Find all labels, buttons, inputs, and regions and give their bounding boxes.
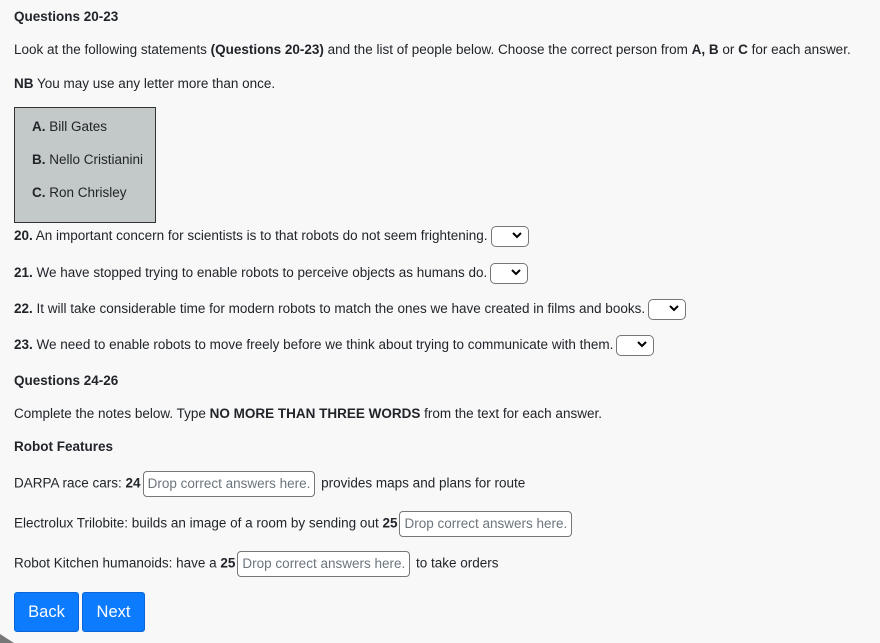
drop-zone-24[interactable]: Drop correct answers here. [143, 471, 316, 497]
answer-select-22[interactable] [648, 299, 686, 320]
person-option: C. Ron Chrisley [32, 185, 127, 200]
answer-select-23[interactable] [616, 335, 654, 356]
nb-note: NB You may use any letter more than once. [14, 76, 276, 91]
question-20: 20. An important concern for scientists is to that robots do not seem frightening. [14, 226, 529, 247]
people-list [14, 107, 156, 223]
note-26: Robot Kitchen humanoids: have a 25 Drop correct answers here. to take orders [14, 551, 499, 577]
note-24: DARPA race cars: 24 Drop correct answers here. provides maps and plans for route [14, 471, 525, 497]
chevron-down-icon [637, 339, 647, 349]
section-title-24-26: Questions 24-26 [14, 373, 119, 388]
chevron-down-icon [669, 303, 679, 313]
person-option: A. Bill Gates [32, 119, 108, 134]
back-button[interactable]: Back [14, 592, 79, 632]
note-25: Electrolux Trilobite: builds an image of a room by sending out 25 Drop correct answers here. [14, 511, 574, 537]
chevron-down-icon [511, 267, 521, 277]
answer-select-21[interactable] [490, 263, 528, 284]
drop-zone-25[interactable]: Drop correct answers here. [399, 511, 572, 537]
notes-subtitle: Robot Features [14, 439, 114, 454]
person-option: B. Nello Cristianini [32, 152, 144, 167]
question-23: 23. We need to enable robots to move freely before we think about trying to communicate with them. [14, 335, 654, 356]
question-22: 22. It will take considerable time for modern robots to match the ones we have created in films and books. [14, 299, 686, 320]
instructions: Look at the following statements (Questions 20-23) and the list of people below. Choose the correct person from A, B or C for each answer. [14, 42, 851, 57]
section-title-20-23: Questions 20-23 [14, 9, 119, 24]
next-button[interactable]: Next [82, 592, 145, 632]
drop-zone-26[interactable]: Drop correct answers here. [237, 551, 410, 577]
chevron-down-icon [512, 230, 522, 240]
resize-handle-icon[interactable] [0, 634, 14, 643]
notes-instructions: Complete the notes below. Type NO MORE THAN THREE WORDS from the text for each answer. [14, 406, 602, 421]
question-21: 21. We have stopped trying to enable robots to perceive objects as humans do. [14, 263, 528, 284]
answer-select-20[interactable] [491, 226, 529, 247]
